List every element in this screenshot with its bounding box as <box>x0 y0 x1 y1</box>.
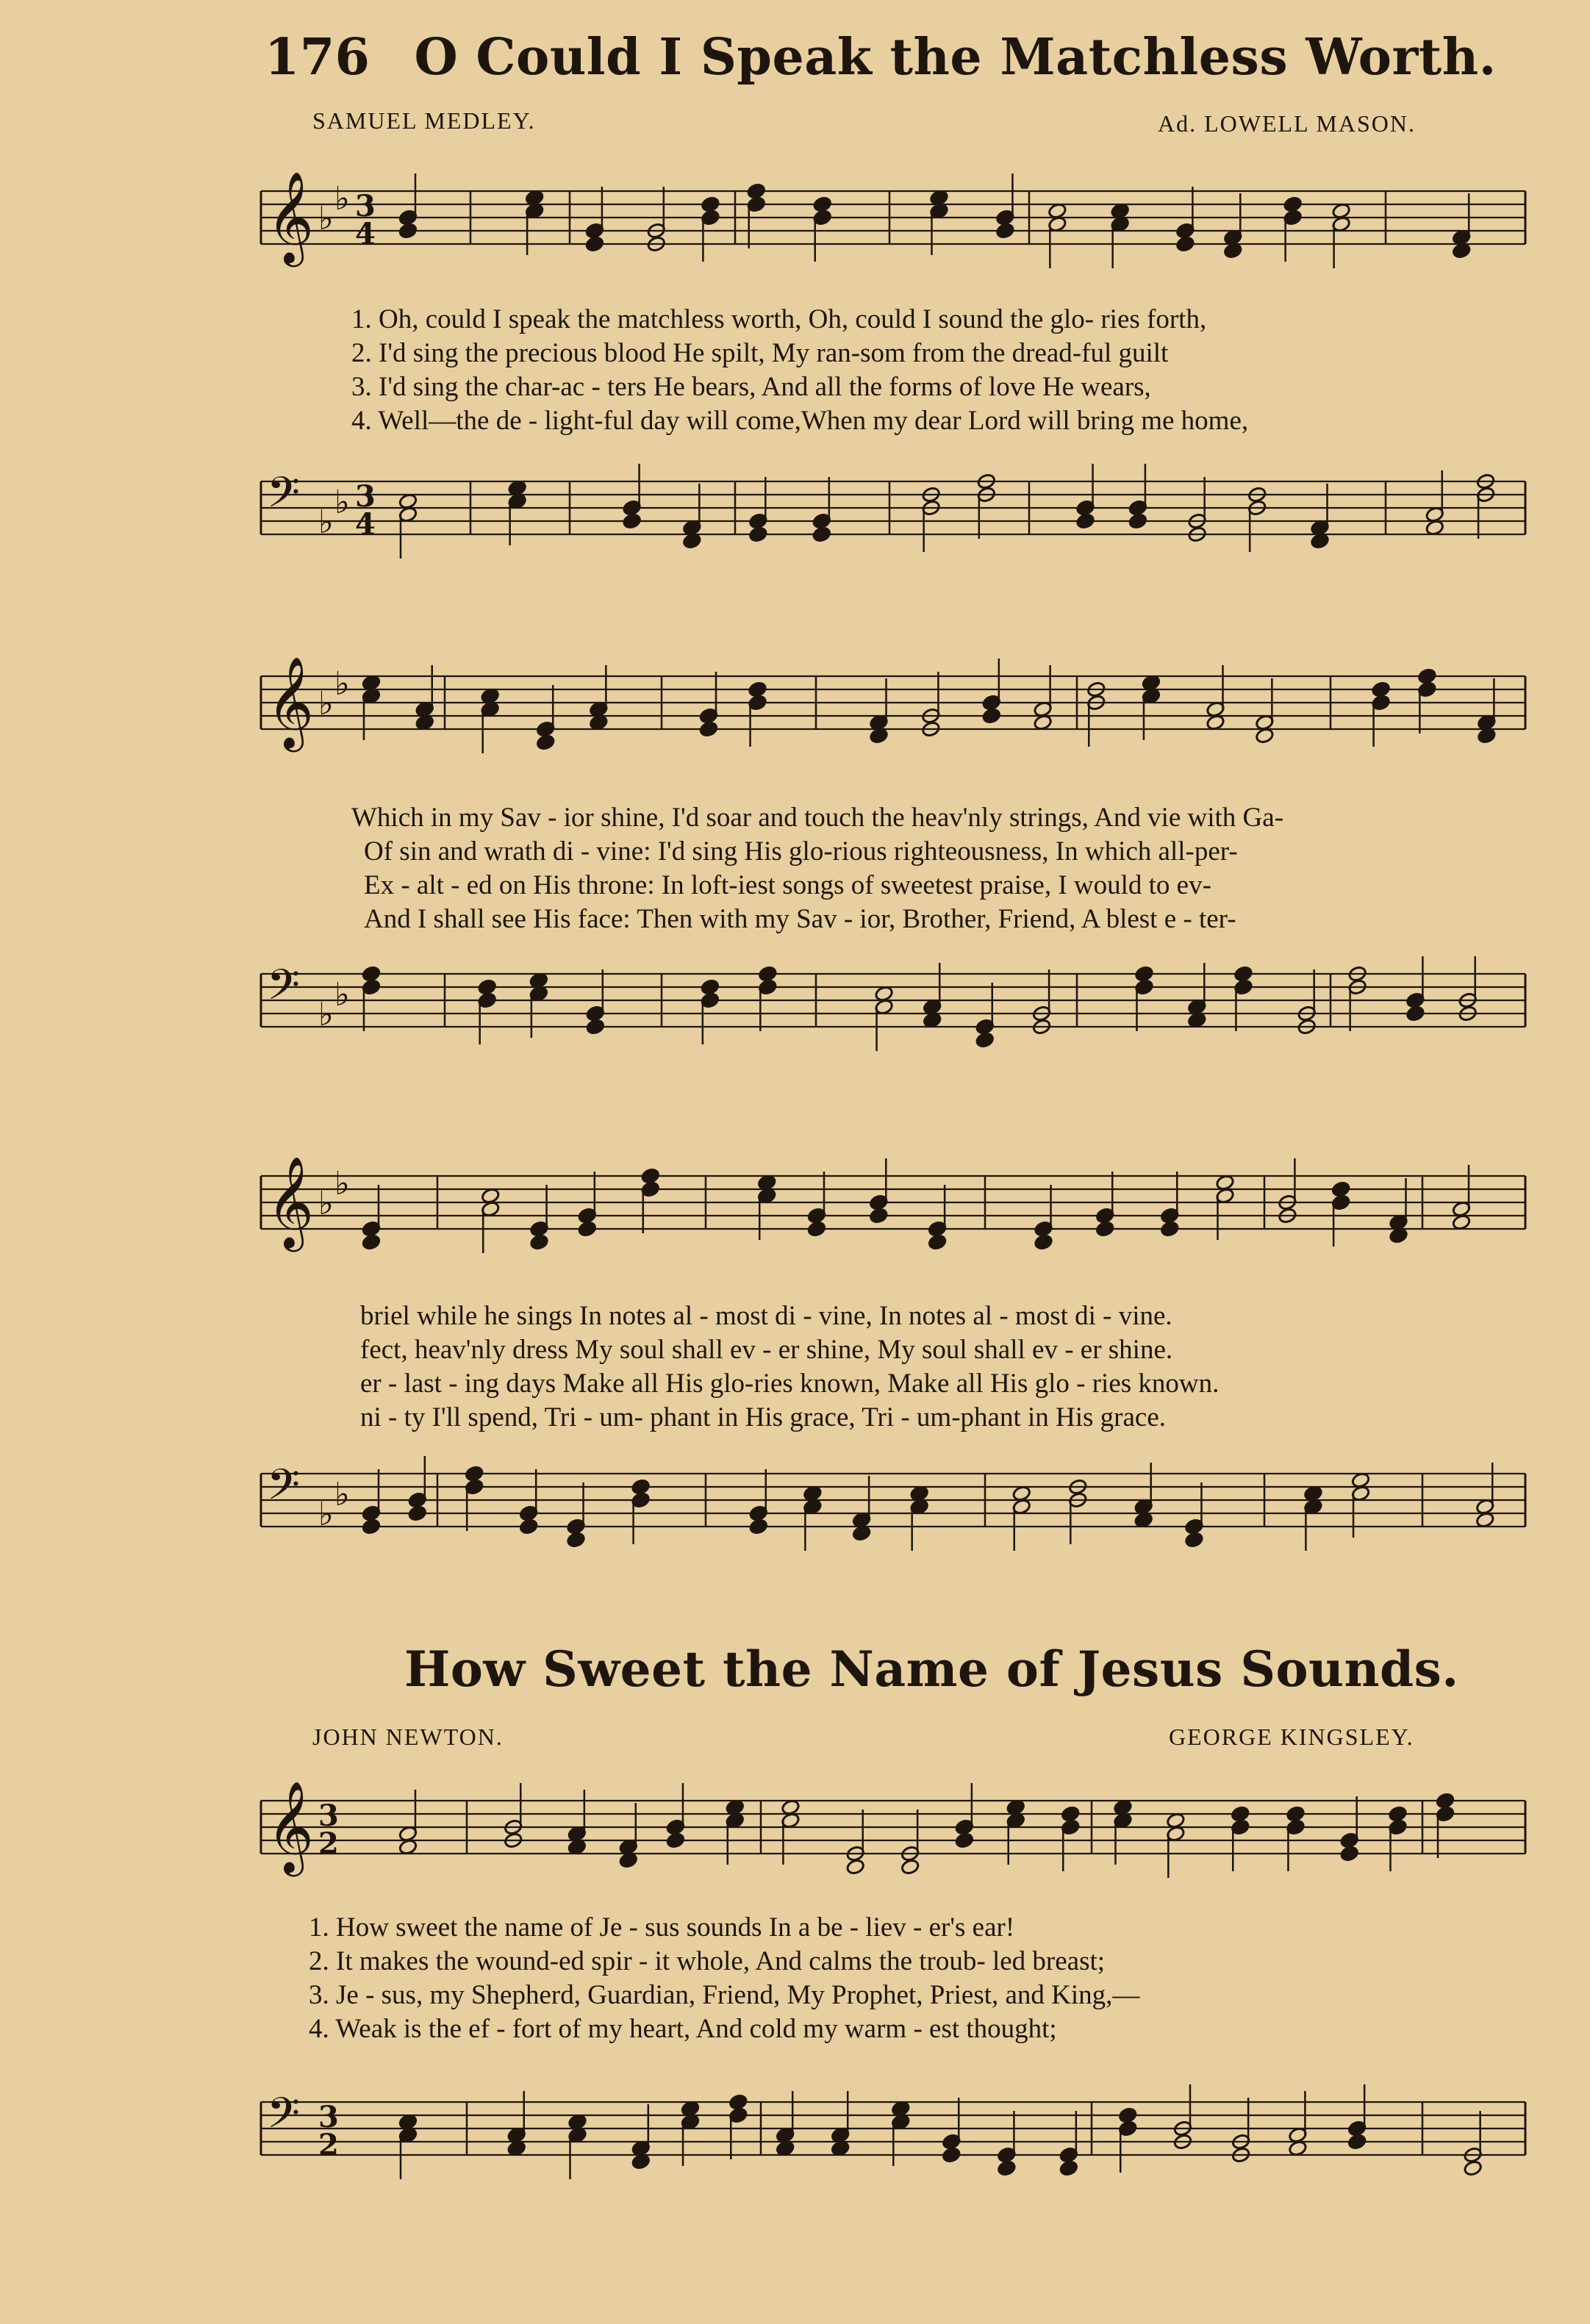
note-head <box>1283 196 1302 212</box>
note-head <box>529 1233 548 1250</box>
treble-clef-icon: 𝄞 <box>267 171 314 263</box>
hymn-title: How Sweet the Name of Jesus Sounds. <box>404 1640 1459 1698</box>
time-signature-bottom: 4 <box>355 217 376 251</box>
note-head <box>813 196 832 212</box>
treble-staff <box>0 1147 1590 1286</box>
hymn-composer: GEORGE KINGSLEY. <box>1169 1724 1414 1750</box>
treble-staff <box>0 162 1590 294</box>
treble-clef-icon: 𝄞 <box>267 656 314 748</box>
note-head <box>578 1220 597 1237</box>
note-head <box>1231 1805 1250 1822</box>
note-head <box>812 526 831 542</box>
note-head <box>1059 2159 1078 2176</box>
note-head <box>728 2093 748 2110</box>
note-head <box>701 196 720 212</box>
note-head <box>1436 1792 1455 1809</box>
note-head <box>699 720 718 737</box>
note-head <box>1095 1220 1114 1237</box>
note-head <box>477 978 496 995</box>
note-head <box>747 182 766 199</box>
note-head <box>869 1207 888 1224</box>
bass-clef-icon: 𝄢 <box>267 1460 301 1520</box>
treble-staff <box>0 1771 1590 1907</box>
flat-icon: ♭ <box>318 1185 334 1222</box>
lyric-line: briel while he sings In notes al - most di - vine, In notes al - most di - vine. <box>360 1301 1172 1331</box>
note-head <box>398 222 418 239</box>
time-signature-top: 3 <box>318 1798 339 1833</box>
lyric-line: 4. Weak is the ef - fort of my heart, And cold my warm - est thought; <box>309 2014 1057 2044</box>
note-head <box>1331 1180 1350 1197</box>
note-head <box>1128 512 1147 529</box>
hymn-author: SAMUEL MEDLEY. <box>312 107 536 134</box>
flat-icon: ♭ <box>334 665 350 703</box>
note-head <box>1233 965 1253 982</box>
note-head <box>1184 1531 1203 1548</box>
note-head <box>1061 1805 1080 1822</box>
lyric-line: fect, heav'nly dress My soul shall ev - er shine, My soul shall ev - er shine. <box>360 1335 1173 1365</box>
note-head <box>748 526 767 542</box>
lyric-line: 2. It makes the wound-ed spir - it whole, And calms the troub- led breast; <box>309 1946 1106 1976</box>
note-head <box>1371 681 1390 697</box>
hymn-author: JOHN NEWTON. <box>312 1724 504 1750</box>
note-head <box>585 235 604 252</box>
lyric-line: 2. I'd sing the precious blood He spilt, My ran-som from the dread-ful guilt <box>351 338 1169 368</box>
note-head <box>1463 2159 1482 2176</box>
note-head <box>1388 1805 1407 1822</box>
note-head <box>928 1233 947 1250</box>
time-signature-top: 3 <box>355 479 376 514</box>
note-head <box>900 1858 920 1875</box>
flat-icon: ♭ <box>318 200 334 237</box>
flat-icon: ♭ <box>334 1165 350 1202</box>
hymn-title <box>265 28 1497 87</box>
lyric-line: 3. Je - sus, my Shepherd, Guardian, Friend, My Prophet, Priest, and King,— <box>309 1980 1140 2010</box>
lyric-line: Ex - alt - ed on His throne: In loft-iest songs of sweetest praise, I would to ev- <box>364 870 1211 900</box>
note-head <box>641 1167 660 1184</box>
note-head <box>1034 1233 1053 1250</box>
time-signature-bottom: 4 <box>355 507 376 542</box>
note-head <box>1134 965 1153 982</box>
flat-icon: ♭ <box>318 685 334 722</box>
flat-icon: ♭ <box>318 996 334 1033</box>
note-head <box>997 2159 1016 2176</box>
lyric-line: And I shall see His face: Then with my Sav - ior, Brother, Friend, A blest e - ter- <box>364 904 1236 934</box>
flat-icon: ♭ <box>334 484 350 521</box>
treble-staff <box>0 647 1590 786</box>
hymn-title-text: O Could I Speak the Matchless Worth. <box>414 28 1497 87</box>
note-head <box>465 1465 484 1482</box>
treble-clef-icon: 𝄞 <box>267 1781 314 1873</box>
note-head <box>666 1832 685 1848</box>
note-head <box>1405 1005 1425 1022</box>
bass-staff <box>0 2073 1590 2212</box>
hymn-composer: Ad. LOWELL MASON. <box>1158 110 1416 137</box>
note-head <box>519 1518 538 1535</box>
time-signature-bottom: 2 <box>318 2128 339 2162</box>
lyric-line: Which in my Sav - ior shine, I'd soar and touch the heav'nly strings, And vie with Ga- <box>351 803 1284 833</box>
note-head <box>622 512 641 529</box>
lyric-line: er - last - ing days Make all His glo-ries known, Make all His glo - ries known. <box>360 1369 1220 1399</box>
flat-icon: ♭ <box>318 1496 334 1533</box>
note-head <box>631 1478 650 1495</box>
note-head <box>955 1832 974 1848</box>
lyric-line: ni - ty I'll spend, Tri - um- phant in His grace, Tri - um-phant in His grace. <box>360 1402 1166 1432</box>
note-head <box>807 1220 826 1237</box>
lyric-line: 1. Oh, could I speak the matchless worth, Oh, could I sound the glo- ries forth, <box>351 304 1207 334</box>
note-head <box>749 1518 768 1535</box>
note-head <box>982 707 1001 724</box>
note-head <box>362 965 381 982</box>
note-head <box>1417 667 1436 684</box>
time-signature-bottom: 2 <box>318 1826 339 1861</box>
note-head <box>536 734 555 750</box>
note-head <box>995 222 1014 239</box>
note-head <box>758 965 777 982</box>
note-head <box>846 1858 865 1875</box>
note-head <box>362 1233 381 1250</box>
note-head <box>362 1518 381 1535</box>
flat-icon: ♭ <box>318 503 334 541</box>
note-head <box>586 1018 605 1035</box>
bass-staff <box>0 452 1590 592</box>
lyric-line: 3. I'd sing the char-ac - ters He bears, And all the forms of love He wears, <box>351 372 1151 402</box>
bass-clef-icon: 𝄢 <box>267 960 301 1020</box>
treble-clef-icon: 𝄞 <box>267 1156 314 1248</box>
note-head <box>1175 235 1195 252</box>
lyric-line: 4. Well—the de - light-ful day will come,When my dear Lord will bring me home, <box>351 406 1249 436</box>
lyric-line: Of sin and wrath di - vine: I'd sing His glo-rious righteousness, In which all-per- <box>364 836 1238 867</box>
flat-icon: ♭ <box>334 976 350 1014</box>
hymn-number: 176 <box>265 28 370 87</box>
lyric-line: 1. How sweet the name of Je - sus sounds In a be - liev - er's ear! <box>309 1912 1015 1943</box>
note-head <box>1286 1805 1305 1822</box>
bass-staff <box>0 944 1590 1091</box>
bass-clef-icon: 𝄢 <box>267 467 301 528</box>
bass-clef-icon: 𝄢 <box>267 2088 301 2148</box>
note-head <box>942 2146 961 2163</box>
note-head <box>566 1531 585 1548</box>
flat-icon: ♭ <box>334 1476 350 1513</box>
note-head <box>701 978 720 995</box>
time-signature-top: 3 <box>318 2100 339 2134</box>
note-head <box>1347 2133 1367 2150</box>
note-head <box>1118 2106 1137 2123</box>
note-head <box>1339 1845 1358 1862</box>
note-head <box>1160 1220 1179 1237</box>
time-signature-top: 3 <box>355 189 376 223</box>
note-head <box>408 1504 427 1521</box>
bass-staff <box>0 1444 1590 1606</box>
note-head <box>748 681 767 697</box>
note-head <box>1075 512 1095 529</box>
flat-icon: ♭ <box>334 180 350 218</box>
note-head <box>975 1031 995 1048</box>
